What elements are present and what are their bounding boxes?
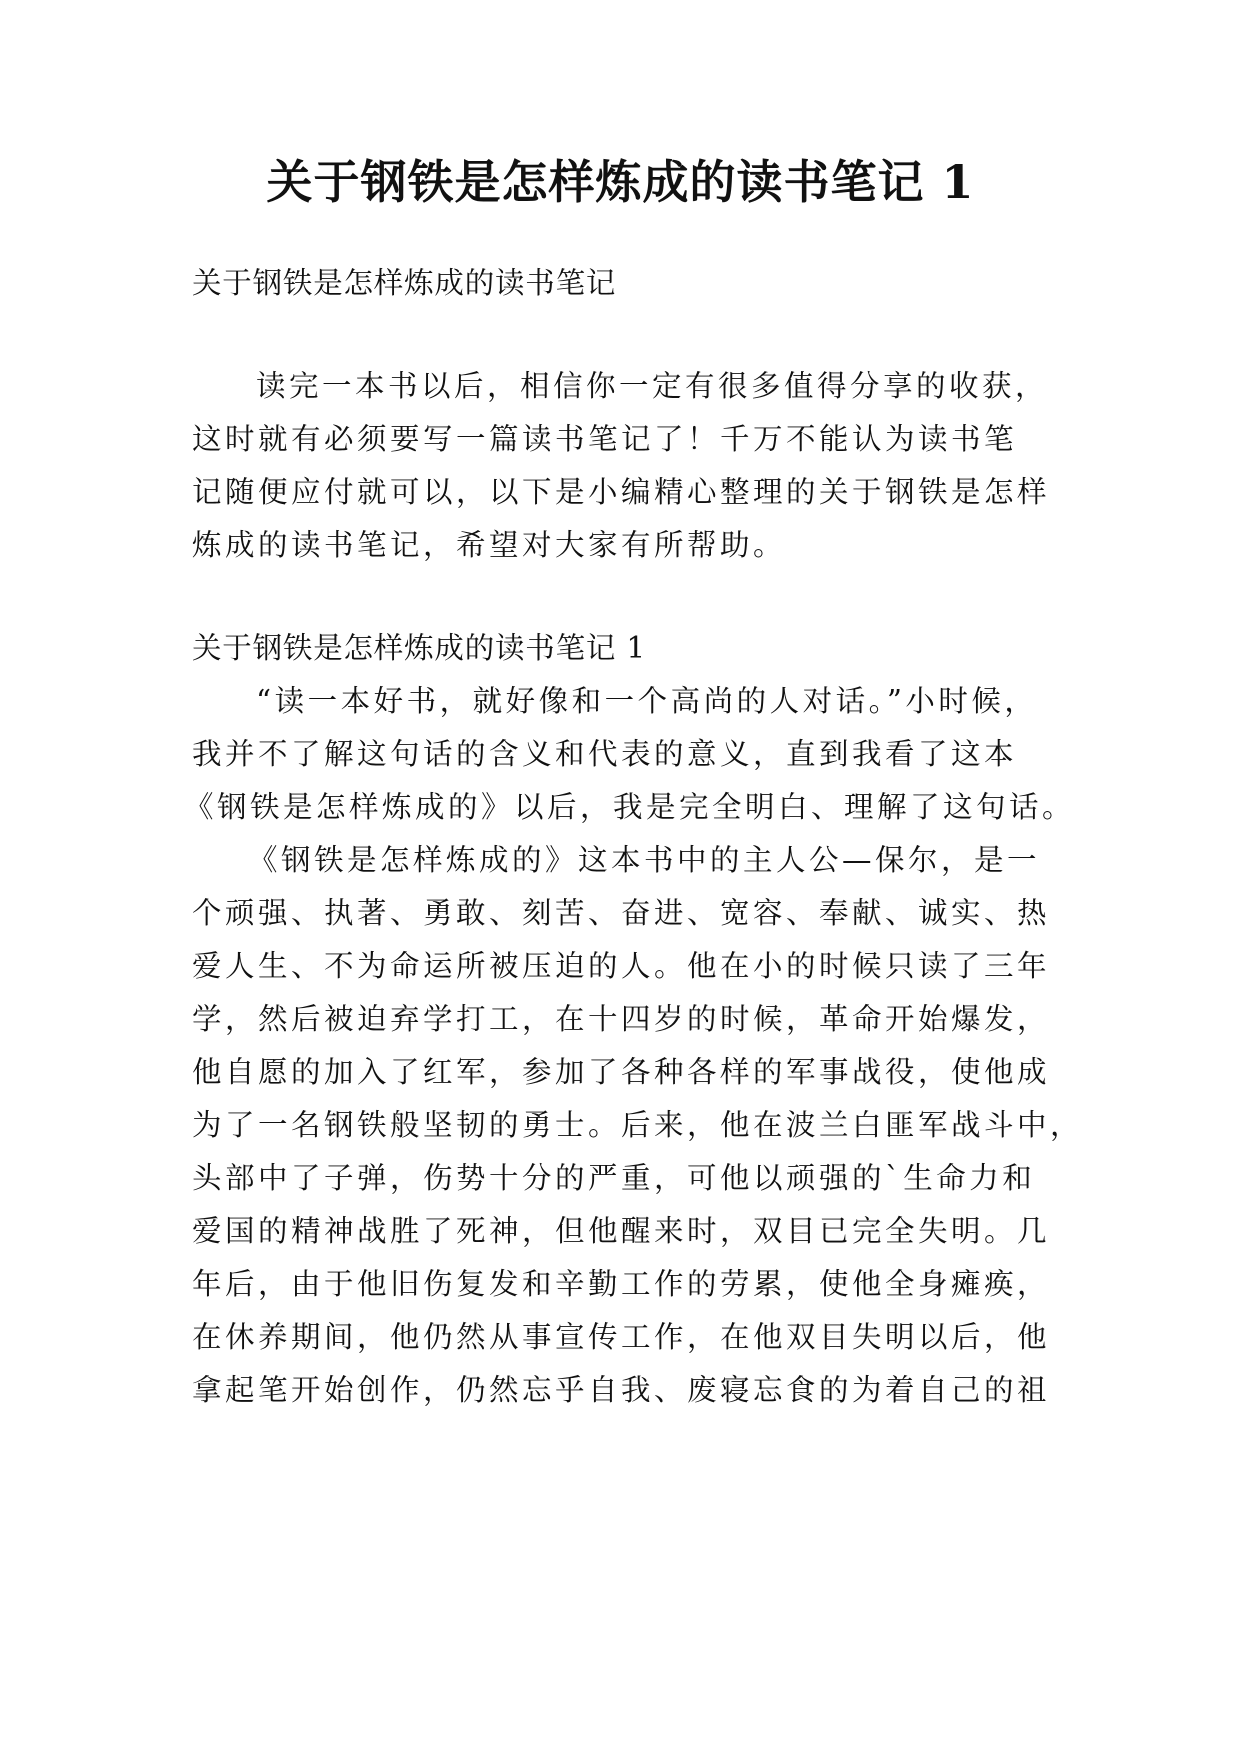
- body-line-12: 年后，由于他旧伤复发和辛勤工作的劳累，使他全身瘫痪，: [192, 1267, 1051, 1301]
- body-line-4: 《钢铁是怎样炼成的》这本书中的主人公—保尔，是一: [248, 843, 1041, 877]
- section-heading: 关于钢铁是怎样炼成的读书笔记 1: [192, 631, 646, 665]
- body-line-14: 拿起笔开始创作，仍然忘乎自我、废寝忘食的为着自己的祖: [192, 1373, 1051, 1407]
- body-line-11: 爱国的精神战胜了死神，但他醒来时，双目已完全失明。几: [192, 1214, 1051, 1248]
- body-line-13: 在休养期间，他仍然从事宣传工作，在他双目失明以后，他: [192, 1320, 1051, 1354]
- body-line-7: 学，然后被迫弃学打工，在十四岁的时候，革命开始爆发，: [192, 1002, 1051, 1036]
- body-line-10: 头部中了子弹，伤势十分的严重，可他以顽强的`生命力和: [192, 1161, 1036, 1195]
- body-line-3: 《钢铁是怎样炼成的》以后，我是完全明白、理解了这句话。: [184, 790, 1076, 824]
- body-line-5: 个顽强、执著、勇敢、刻苦、奋进、宽容、奉献、诚实、热: [192, 896, 1051, 930]
- body-line-8: 他自愿的加入了红军，参加了各种各样的军事战役，使他成: [192, 1055, 1051, 1089]
- document-subtitle: 关于钢铁是怎样炼成的读书笔记: [192, 266, 617, 300]
- body-line-6: 爱人生、不为命运所被压迫的人。他在小的时候只读了三年: [192, 949, 1051, 983]
- intro-line-3: 记随便应付就可以，以下是小编精心整理的关于钢铁是怎样: [192, 475, 1051, 509]
- intro-line-4: 炼成的读书笔记，希望对大家有所帮助。: [192, 528, 787, 562]
- intro-line-1: 读完一本书以后，相信你一定有很多值得分享的收获，: [256, 369, 1049, 403]
- intro-line-2: 这时就有必须要写一篇读书笔记了！千万不能认为读书笔: [192, 422, 1018, 456]
- body-line-1: “读一本好书，就好像和一个高尚的人对话。”小时候，: [256, 684, 1038, 718]
- body-line-2: 我并不了解这句话的含义和代表的意义，直到我看了这本: [192, 737, 1018, 771]
- document-title: 关于钢铁是怎样炼成的读书笔记 1: [266, 155, 975, 209]
- body-line-9: 为了一名钢铁般坚韧的勇士。后来，他在波兰白匪军战斗中，: [192, 1108, 1084, 1142]
